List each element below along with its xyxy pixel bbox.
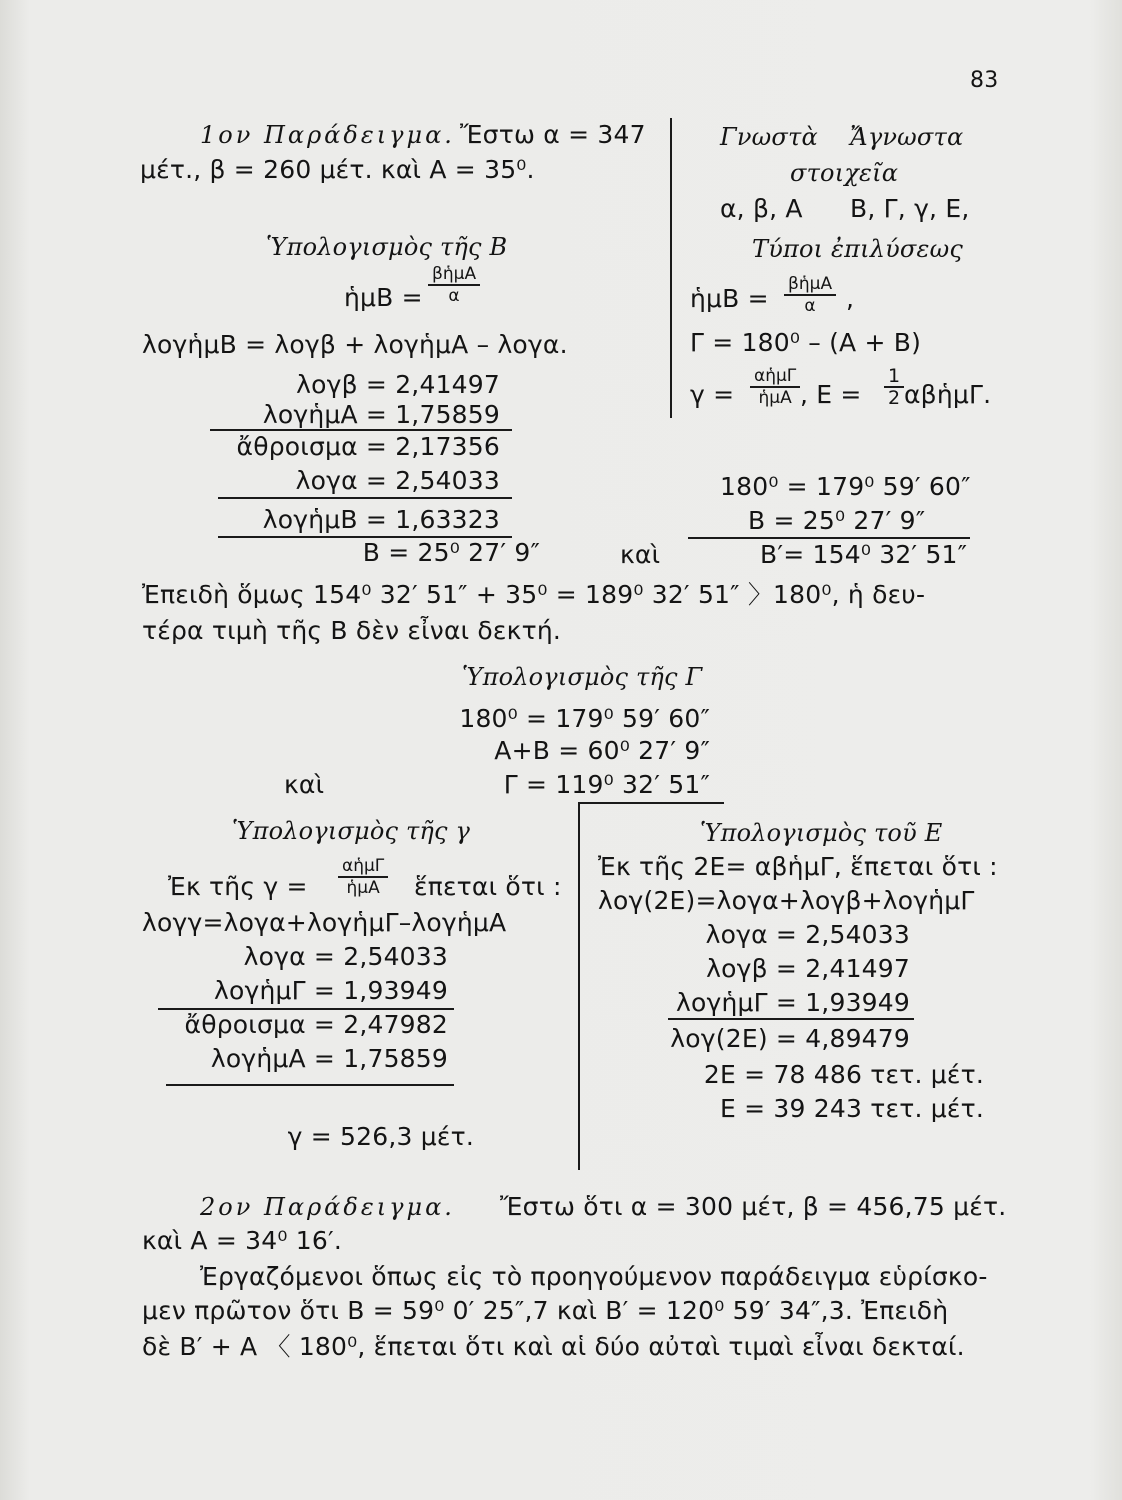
unknown-header: Ἄγνωστα <box>850 123 964 151</box>
calcB-sub-line <box>688 537 970 539</box>
reject-line1: Ἐπειδὴ ὅμως 154⁰ 32′ 51″ + 35⁰ = 189⁰ 32′ 51″ 〉180⁰, ἡ δευ- <box>142 580 926 609</box>
example2-para-line1: Ἐργαζόμενοι ὅπως εἰς τὸ προηγούμενον παράδειγμα εὑρίσκο- <box>200 1262 988 1291</box>
calcg-intro-den: ἡμΑ <box>346 878 380 898</box>
formula-side-num: αἡμΓ <box>750 366 800 388</box>
calcg-log-equation: λογγ=λογα+λογἡμΓ–λογἡμΑ <box>142 908 507 937</box>
calcE-row-log2E: λογ(2Ε) = 4,89479 <box>670 1024 910 1053</box>
example2-para-line3: δὲ Β′ + Α 〈 180⁰, ἕπεται ὅτι καὶ αἱ δύο αὐταὶ τιμαὶ εἶναι δεκταί. <box>142 1332 965 1361</box>
calcB-title: Ὑπολογισμὸς τῆς Β <box>266 233 508 261</box>
calcG-row-AB: Α+Β = 60⁰ 27′ 9″ <box>494 736 710 765</box>
calcg-intro-lhs: Ἐκ τῆς γ = <box>168 872 308 901</box>
calcB-row-loga: λογα = 2,54033 <box>295 466 500 495</box>
calcE-row-logb: λογβ = 2,41497 <box>706 954 910 983</box>
column-divider-bottom <box>578 802 580 1170</box>
formula-area-lhs: , Ε = <box>800 380 862 409</box>
example1-title: 1ον Παράδειγμα. <box>200 121 455 149</box>
calcB-sub-B: Β = 25⁰ 27′ 9″ <box>748 506 926 535</box>
calcB-row-logb: λογβ = 2,41497 <box>296 370 500 399</box>
formulas-title: Τύποι ἐπιλύσεως <box>752 235 963 263</box>
calcG-title: Ὑπολογισμὸς τῆς Γ <box>462 663 703 691</box>
calcE-row-logsinG: λογἡμΓ = 1,93949 <box>676 988 910 1017</box>
calcB-diff-line <box>218 497 512 499</box>
page-number: 83 <box>970 68 999 93</box>
calcB-sub-Bprime: Β′= 154⁰ 32′ 51″ <box>760 540 968 569</box>
formula-side-lhs: γ = <box>690 380 735 409</box>
calcB-row-sum: ἄθροισμα = 2,17356 <box>236 432 500 461</box>
known-header: Γνωστὰ <box>720 123 818 151</box>
calcG-underline <box>578 802 724 804</box>
calcE-title: Ὑπολογισμὸς τοῦ Ε <box>700 819 943 847</box>
calcg-intro-fraction <box>338 856 388 898</box>
formula-gamma-angle: Γ = 180⁰ – (Α + Β) <box>690 328 922 357</box>
calcG-and: καὶ <box>284 770 325 799</box>
calcB-sub-180: 180⁰ = 179⁰ 59′ 60″ <box>720 472 971 501</box>
unknown-values: Β, Γ, γ, Ε, <box>850 194 970 223</box>
reject-line2: τέρα τιμὴ τῆς Β δὲν εἶναι δεκτή. <box>142 616 562 645</box>
calcE-row-2E: 2Ε = 78 486 τετ. μέτ. <box>703 1060 984 1089</box>
calcg-result: γ = 526,3 μέτ. <box>287 1122 474 1151</box>
calcE-row-loga: λογα = 2,54033 <box>705 920 910 949</box>
calcB-eq-lhs: ἡμΒ = <box>344 283 423 312</box>
formula-sinB-den: α <box>804 296 816 316</box>
calcG-row-G: Γ = 119⁰ 32′ 51″ <box>503 770 710 799</box>
calcg-row-logsinG: λογἡμΓ = 1,93949 <box>214 976 448 1005</box>
elements-header: στοιχεῖα <box>790 159 899 187</box>
example2-line2: καὶ Α = 34⁰ 16′. <box>142 1226 342 1255</box>
calcg-row-logsinA: λογἡμΑ = 1,75859 <box>210 1044 448 1073</box>
calcB-eq-den: α <box>448 286 460 306</box>
formula-area-num: 1 <box>884 366 904 388</box>
formula-sinB-fraction <box>784 274 836 316</box>
calcE-log-equation: λογ(2Ε)=λογα+λογβ+λογἡμΓ <box>598 886 975 915</box>
calcB-log-equation: λογἡμΒ = λογβ + λογἡμΑ – λογα. <box>142 330 568 359</box>
calcE-intro: Ἐκ τῆς 2Ε= αβἡμΓ, ἕπεται ὅτι : <box>598 852 998 881</box>
column-divider-top <box>670 118 672 418</box>
calcE-sum-line <box>668 1018 914 1020</box>
calcB-and: καὶ <box>620 540 661 569</box>
formula-sinB-num: βἡμΑ <box>784 274 836 296</box>
calcg-diff-line <box>166 1084 454 1086</box>
formula-sinB-end: , <box>846 284 855 313</box>
example1-line2: μέτ., β = 260 μέτ. καὶ Α = 35⁰. <box>140 155 535 184</box>
formula-area-fraction <box>884 366 904 408</box>
calcB-eq-fraction <box>428 264 480 306</box>
calcE-row-E: Ε = 39 243 τετ. μέτ. <box>720 1094 984 1123</box>
calcg-row-sum: ἄθροισμα = 2,47982 <box>184 1010 448 1039</box>
formula-sinB-lhs: ἡμΒ = <box>690 284 769 313</box>
calcg-title: Ὑπολογισμὸς τῆς γ <box>232 817 471 845</box>
formula-area-end: αβἡμΓ. <box>904 380 992 409</box>
calcB-sum-line <box>210 429 512 431</box>
calcg-row-loga: λογα = 2,54033 <box>243 942 448 971</box>
example2-para-line2: μεν πρῶτον ὅτι Β = 59⁰ 0′ 25″,7 καὶ Β′ = 120⁰ 59′ 34″,3. Ἐπειδὴ <box>142 1296 949 1325</box>
calcB-row-logsinA: λογἡμΑ = 1,75859 <box>262 400 500 429</box>
calcB-row-logsinB: λογἡμΒ = 1,63323 <box>262 505 500 534</box>
calcg-intro-end: ἕπεται ὅτι : <box>414 872 562 901</box>
example2-line1: Ἔστω ὅτι α = 300 μέτ, β = 456,75 μέτ. <box>500 1192 1007 1221</box>
calcG-row-180: 180⁰ = 179⁰ 59′ 60″ <box>459 704 710 733</box>
formula-side-fraction <box>750 366 800 408</box>
calcg-intro-num: αἡμΓ <box>338 856 388 878</box>
example2-title: 2ον Παράδειγμα. <box>200 1193 455 1221</box>
formula-side-den: ἡμΑ <box>758 388 792 408</box>
example1-line1: Ἔστω α = 347 <box>460 120 646 149</box>
calcB-row-B: Β = 25⁰ 27′ 9″ <box>362 538 540 567</box>
formula-area-den: 2 <box>888 387 901 409</box>
calcB-eq-num: βἡμΑ <box>428 264 480 286</box>
known-values: α, β, Α <box>720 194 803 223</box>
